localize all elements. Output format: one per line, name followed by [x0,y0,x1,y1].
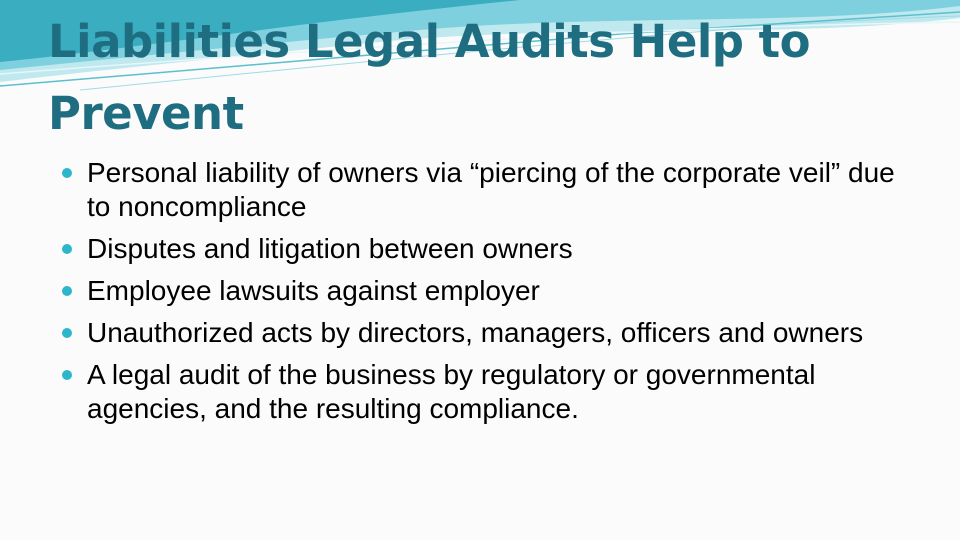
bullet-list [60,156,910,434]
bullet-text: Disputes and litigation between owners [87,233,573,264]
bullet-dot-icon [62,286,72,296]
bullet-dot-icon [62,244,72,254]
bullet-item [60,274,910,308]
bullet-text: Personal liability of owners via “piercing of the corporate veil” due to noncompliance [87,157,895,222]
bullet-item [60,232,910,266]
bullet-item [60,358,910,426]
bullet-text: Unauthorized acts by directors, managers, officers and owners [87,317,864,348]
bullet-dot-icon [62,370,72,380]
bullet-dot-icon [62,168,72,178]
bullet-text: Employee lawsuits against employer [87,275,540,306]
slide-title: Liabilities Legal Audits Help to Prevent [48,15,811,140]
bullet-item [60,156,910,224]
bullet-text: A legal audit of the business by regulatory or governmental agencies, and the resulting compliance. [87,359,816,424]
bullet-dot-icon [62,328,72,338]
bullet-item [60,316,910,350]
